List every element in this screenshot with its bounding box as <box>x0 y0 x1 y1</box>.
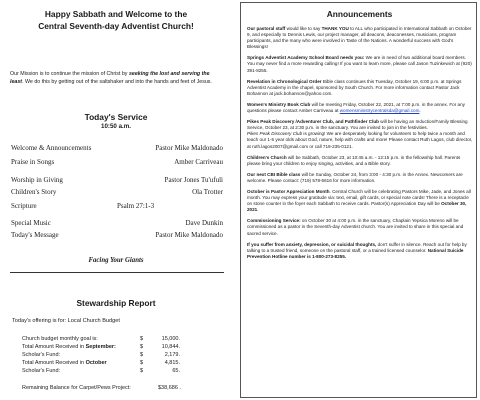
announcement-revelation: Revelation in Chronological Order Bible class continues this Tuesday, October 19, 6:00 p.m. at Springs Adventist Academy in the chapel, sponsored by South Church. For more information contact Pastor Jack Bohannon at jack.bohannon@yahoo.com. <box>247 78 462 96</box>
welcome-heading <box>10 8 222 32</box>
finance-row-scholar-october: Scholar's Fund: $ 65. <box>22 368 180 374</box>
announcement-mental-health: If you suffer from anxiety, depression, or suicidal thoughts, don't suffer in silence. Reach out for help by talking to a trusted friend, someone on the pastoral staff, or a trained licensed counselor. National Suicide Prevention Hotline number is 1-800-273-8255. <box>247 241 467 259</box>
finance-row-october: Total Amount Received in October $ 4,815. <box>22 360 180 366</box>
remaining-amount: $38,686 . <box>158 385 181 391</box>
mission-emphasis: seeking the lost and serving the least <box>10 71 210 85</box>
finance-row-goal: Church budget monthly goal is: $ 15,000. <box>22 336 180 342</box>
section-divider <box>10 272 224 273</box>
service-row-special-music: Special Music Dave Dunkin <box>11 219 223 227</box>
bulletin-right-page <box>240 0 480 400</box>
welcome-line-2: Central Seventh-day Adventist Church! <box>38 21 194 31</box>
offering-note: Today's offering is for: Local Church Budget <box>12 318 120 324</box>
announcement-staff: Our pastoral staff would like to say THANK YOU to ALL who participated in International Sabbath on October 9, and especially to Dennis Lewis, our project manager, all deacons, deaconesses, musicians, program participants, and the many who were involved in Taste of the Nations. A wonderful success with God's Blessings! <box>247 26 472 50</box>
announcement-childrens-church: Children's Church will be Sabbath, October 23, at 10:45 a.m. - 12:15 p.m. in the fellowship hall. Parents please bring your children to enjoy singing, activities, and a Bible story. <box>247 154 461 166</box>
announcement-pastor-appreciation: October is Pastor Appreciation Month. Central Church will be celebrating Pastors Mike, Jade, and Jones all month. You may express your gratitude via: text, email, gift cards, or special note cards! There is a receptacle on stone counter in the foyer each Sabbath to receive cards. Pastor(s) Appreciation Day will be October 30, 2021. <box>247 188 471 213</box>
announcement-commissioning: Commissioning Service: on October 30 at 4:00 p.m. in the sanctuary, Chaplain Yepsica Moreno will be commissioned as a pastor in the Seventh-day Adventist church. You are invited to share in this special and sacred service. <box>247 218 464 236</box>
service-row-praise: Praise in Songs Amber Carriveau <box>11 158 223 166</box>
announcement-pikes-peak: Pikes Peak Discovery /Adventurer Club, and Pathfinder Club will be having an Induction/Family Blessing Service, October 23, at 2:30 p.m. in the sanctuary. You are invited to join in the festivities. Pikes Peak Discovery Club is growing! We are desperately looking for volunteers to help twice a month and teach our 1-5 year olds about God, nature, help with crafts and more! Please contact Ruth Lagos, club director, at ruth.lagos2007@gmail.com or call 719-235-0121. <box>247 119 473 149</box>
announcements-body <box>247 26 473 265</box>
service-row-scripture: Scripture Psalm 27:1-3 <box>11 202 155 210</box>
service-row-welcome: Welcome & Announcements Pastor Mike Maldonado <box>11 144 223 152</box>
service-row-giving: Worship in Giving Pastor Jones Tu'ufuli <box>11 176 223 184</box>
book-club-email-link[interactable]: womensministrycentralsda@gmail.com <box>339 108 420 114</box>
service-title: Today's Service <box>84 112 148 122</box>
service-row-childrens-story: Children's Story Ola Trotter <box>11 188 223 196</box>
finance-row-scholar-september: Scholar's Fund: $ 2,179. <box>22 352 180 358</box>
stewardship-title: Stewardship Report <box>76 298 156 308</box>
remaining-balance: Remaining Balance for Carpet/Pews Project: $38,686 . <box>22 385 181 391</box>
service-time: 10:50 a.m. <box>101 123 131 130</box>
service-row-message: Today's Message Pastor Mike Maldonado <box>11 231 223 239</box>
scripture-reference: Psalm 27:1-3 <box>117 202 155 210</box>
sermon-title: Facing Your Giants <box>88 257 144 264</box>
announcement-cbi-class: Our next CBI Bible class will be Sunday, October 24, from 3:00 - 4:30 p.m. in the Annex. Newcomers are welcome. Please contact: (719) 578-5616 for more information. <box>247 171 463 183</box>
welcome-line-1: Happy Sabbath and Welcome to the <box>44 9 188 19</box>
announcements-box <box>240 2 477 398</box>
announcements-title: Announcements <box>326 9 393 19</box>
announcement-school-board: Springs Adventist Academy School Board needs you: We are in need of two additional board members. You may never find a more rewarding calling! If you want to learn more, please call Jason Tuzinkewich at (920) 391-8255. <box>247 55 472 73</box>
announcement-book-club: Women's Ministry Book Club will be meeting Friday, October 22, 2021, at 7:00 p.m. in the annex. For any questions please contact Amber Carriveau at womensministrycentralsda@gmail.com. <box>247 101 465 114</box>
bulletin-left-page <box>0 0 232 400</box>
mission-statement: Our Mission is to continue the mission of Christ by seeking the lost and serving the least. We do this by getting out of the saltshaker and into the hands and feet of Jesus. <box>10 71 212 85</box>
finance-row-september: Total Amount Received in September: $ 10,844. <box>22 344 180 350</box>
